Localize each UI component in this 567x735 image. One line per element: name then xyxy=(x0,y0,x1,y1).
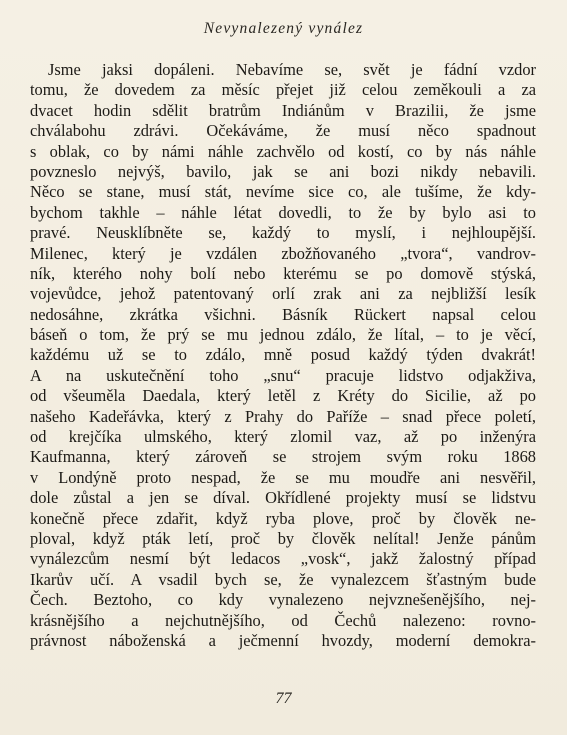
text-line: Čech. Beztoho, co kdy vynalezeno nejvznešenějšího, nej- xyxy=(30,590,536,610)
text-line: povzneslo nejvýš, bavilo, jak se ani bozi nikdy nebavili. xyxy=(30,161,536,181)
text-line: vynálezcům nesmí být ledacos „vosk“, jakž žalostný případ xyxy=(30,549,536,569)
text-line: Kaufmanna, který zároveň se strojem svým roku 1868 xyxy=(30,447,536,467)
text-line: ník, kterého nohy bolí nebo kterému se po domově stýská, xyxy=(30,263,536,283)
text-line: bychom takhle – náhle létat dovedli, to že by bylo asi to xyxy=(30,202,536,222)
text-line: každému už se to zdálo, mně posud každý týden dvakrát! xyxy=(30,345,536,365)
text-line: s oblak, co by námi náhle zachvělo od kostí, co by nás náhle xyxy=(30,141,536,161)
text-line: A na uskutečnění toho „snu“ pracuje lidstvo odjakživa, xyxy=(30,365,536,385)
text-line: Ikarův učí. A vsadil bych se, že vynalezcem šťastným bude xyxy=(30,569,536,589)
text-line: chválabohu zdrávi. Očekáváme, že musí něco spadnout xyxy=(30,121,536,141)
page-number: 77 xyxy=(275,690,292,707)
text-line: od krejčíka ulmského, který zlomil vaz, až po inženýra xyxy=(30,427,536,447)
text-line: ploval, když pták letí, proč by člověk nelítal! Jenže pánům xyxy=(30,528,536,548)
text-line: právnost náboženská a ječmenní hvozdy, moderní demokra- xyxy=(30,630,536,650)
text-line: tomu, že dovedem za měsíc přejet již celou zeměkouli a za xyxy=(30,80,536,100)
text-line: báseň o tom, že prý se mu jednou zdálo, že lítal, – to je věcí, xyxy=(30,325,536,345)
text-line: Milenec, který je vzdálen zbožňovaného „tvora“, vandrov- xyxy=(30,243,536,263)
text-line: pravé. Neusklíbněte se, každý to myslí, i nejhloupější. xyxy=(30,223,536,243)
text-line: vojevůdce, jehož patentovaný orlí zrak ani za nejbližší lesík xyxy=(30,284,536,304)
text-line: v Londýně proto nespad, že se mu moudře ani nesvěřil, xyxy=(30,467,536,487)
text-line: Jsme jaksi dopáleni. Nebavíme se, svět je fádní vzdor xyxy=(48,60,536,79)
text-line: dvacet hodin sdělit bratrům Indiánům v Brazilii, že jsme xyxy=(30,100,536,120)
text-line: nedosáhne, zkrátka všichni. Básník Rückert napsal celou xyxy=(30,304,536,324)
running-head: Nevynalezený vynález xyxy=(203,20,364,37)
text-line: Něco se stane, musí stát, nevíme sice co, ale tušíme, že kdy- xyxy=(30,182,536,202)
text-line: dole zůstal a jen se díval. Okřídlené projekty musí se lidstvu xyxy=(30,488,536,508)
text-line: konečně přece zdařit, když ryba plove, proč by člověk ne- xyxy=(30,508,536,528)
text-line: krásnějšího a nejchutnějšího, od Čechů nalezeno: rovno- xyxy=(30,610,536,630)
text-line: našeho Kadeřávka, který z Prahy do Paříže – snad přece poletí, xyxy=(30,406,536,426)
text-line: od všeuměla Daedala, který letěl z Kréty do Sicilie, až po xyxy=(30,386,536,406)
body-text xyxy=(30,60,536,651)
